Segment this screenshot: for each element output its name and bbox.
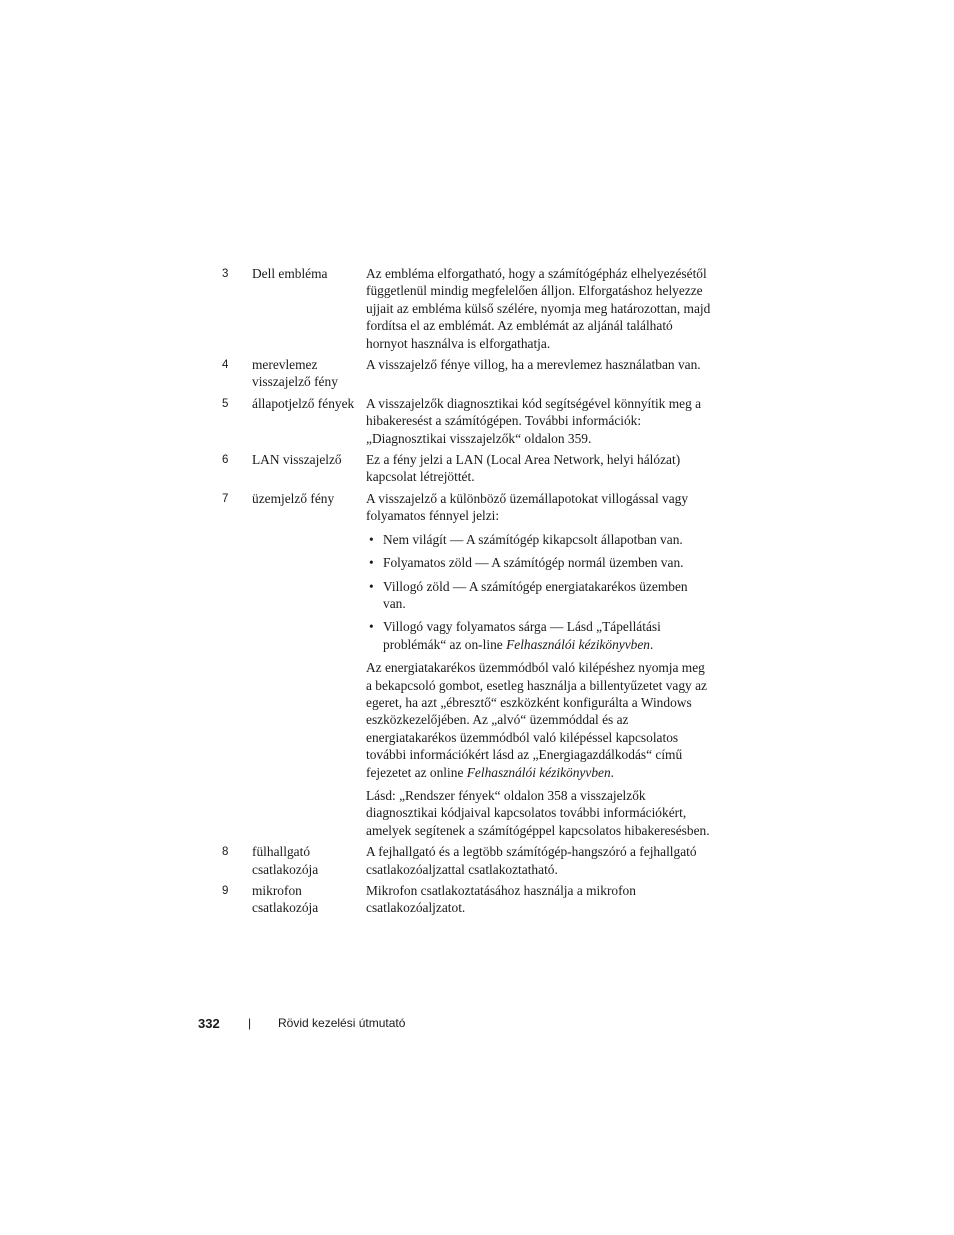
item-term: üzemjelző fény — [252, 490, 335, 506]
description-paragraph: Ez a fény jelzi a LAN (Local Area Network, helyi hálózat) kapcsolat létrejöttét. — [366, 452, 681, 485]
item-number: 8 — [222, 846, 229, 859]
item-number: 4 — [222, 359, 229, 372]
manual-reference: Felhasználói kézikönyvben — [506, 636, 650, 652]
description-paragraph: Az embléma elforgatható, hogy a számítógépház elhelyezésétől függetlenül mindig megfelelően álljon. Elforgatáshoz helyezze ujjait az embléma külső szélére, nyomja meg határozottan, majd fordítsa el az emblémát. Az emblémát az aljánál található hornyot használva is elforgathatja. — [366, 266, 711, 351]
table-row — [222, 843, 722, 878]
item-description — [366, 356, 712, 391]
list-item-text: Nem világít — A számítógép kikapcsolt állapotban van. — [383, 531, 683, 547]
footer-separator: | — [248, 1016, 252, 1030]
bullet-icon: • — [369, 531, 374, 547]
list-item-text: Folyamatos zöld — A számítógép normál üzemben van. — [383, 555, 684, 571]
bullet-icon: • — [369, 619, 374, 635]
item-number: 9 — [222, 885, 229, 897]
description-paragraph: Lásd: „Rendszer fények“ oldalon 358 a visszajelzők diagnosztikai kódjaival kapcsolatos további információkért, amelyek segítenek a számítógéppel kapcsolatos hibakeresésben. — [366, 787, 710, 838]
list-item-text: Villogó zöld — A számítógép energiatakarékos üzemben van. — [383, 578, 688, 611]
description-paragraph — [366, 659, 712, 781]
description-paragraph: A visszajelző a különböző üzemállapotokat villogással vagy folyamatos fénnyel jelzi: — [366, 490, 689, 524]
document-title: Rövid kezelési útmutató — [278, 1016, 406, 1030]
table-row — [222, 265, 722, 352]
item-number: 7 — [222, 492, 229, 505]
item-description — [366, 451, 712, 486]
item-term: merevlemez visszajelző fény — [252, 357, 338, 390]
item-description — [366, 882, 712, 917]
page-number: 332 — [198, 1016, 220, 1031]
manual-reference: Felhasználói kézikönyvben — [466, 764, 611, 780]
item-description — [366, 843, 712, 878]
table-row — [222, 395, 722, 447]
feature-table — [222, 265, 722, 921]
description-paragraph: Mikrofon csatlakoztatásához használja a mikrofon csatlakozóaljzatot. — [366, 883, 636, 916]
status-list — [366, 531, 712, 653]
item-number: 5 — [222, 397, 229, 410]
list-item — [366, 554, 712, 571]
item-description — [366, 490, 712, 839]
table-row — [222, 882, 722, 917]
item-number: 3 — [222, 268, 229, 280]
item-term: mikrofon csatlakozója — [252, 883, 319, 916]
list-item — [366, 578, 712, 613]
list-item — [366, 618, 712, 653]
item-term: LAN visszajelző — [252, 452, 342, 468]
item-description — [366, 395, 712, 447]
list-item — [366, 531, 712, 548]
list-item-text: Villogó vagy folyamatos sárga — Lásd „Tápellátási problémák“ az on-line — [383, 619, 661, 652]
bullet-icon: • — [369, 555, 374, 571]
punctuation: . — [610, 764, 615, 780]
item-term: állapotjelző fények — [252, 395, 355, 411]
table-row — [222, 451, 722, 486]
item-description — [366, 265, 712, 352]
description-paragraph: A fejhallgató és a legtöbb számítógép-hangszóró a fejhallgató csatlakozóaljzattal csatlakoztatható. — [366, 844, 697, 877]
punctuation: . — [649, 636, 654, 652]
bullet-icon: • — [369, 578, 374, 594]
item-term: fülhallgató csatlakozója — [252, 844, 319, 877]
paragraph-text: Az energiatakarékos üzemmódból való kilépéshez nyomja meg a bekapcsoló gombot, esetleg használja a billentyűzetet vagy az egeret, ha azt „ébresztő“ eszközként konfigurálta a Windows eszközkezelőjében. Az „alvó“ üzemmóddal és az energiatakarékos üzemmódból való kilépéssel kapcsolatos további információkért lásd az „Energiagazdálkodás“ című fejezetet az online — [366, 660, 707, 780]
item-term: Dell embléma — [252, 266, 328, 281]
table-row — [222, 356, 722, 391]
table-row — [222, 490, 722, 839]
description-paragraph: A visszajelzők diagnosztikai kód segítségével könnyítik meg a hibakeresést a számítógépen. További információk: „Diagnosztikai visszajelzők“ oldalon 359. — [366, 395, 702, 446]
item-number: 6 — [222, 454, 229, 467]
description-paragraph: A visszajelző fénye villog, ha a merevlemez használatban van. — [366, 357, 701, 373]
